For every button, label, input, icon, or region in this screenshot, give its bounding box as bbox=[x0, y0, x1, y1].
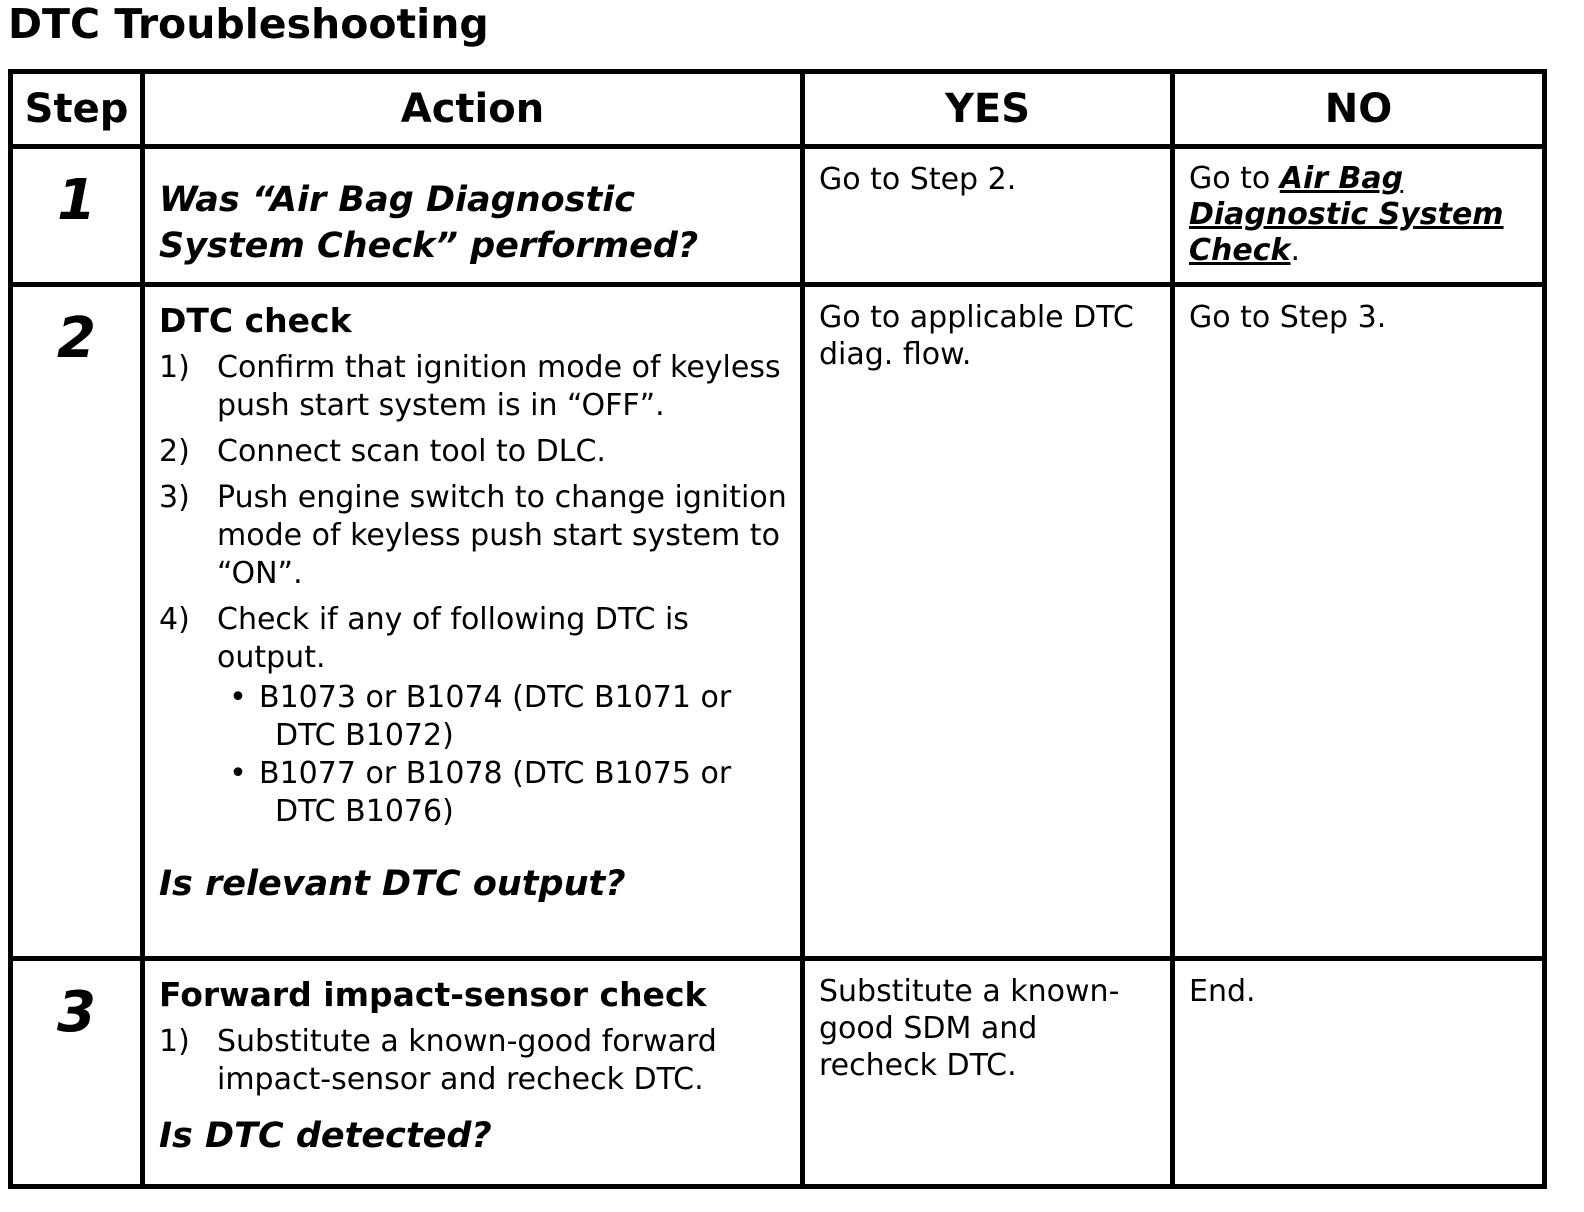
air-bag-diagnostic-link[interactable]: Air Bag Diagnostic System Check bbox=[1189, 161, 1504, 268]
step-question: Is DTC detected? bbox=[159, 1116, 492, 1156]
dtc-line: B1077 or B1078 (DTC B1075 or bbox=[259, 756, 732, 791]
substep-text: Check if any of following DTC is output. bbox=[217, 602, 689, 675]
dtc-line: DTC B1076) bbox=[275, 794, 454, 829]
step-cell bbox=[11, 285, 143, 959]
header-yes: YES bbox=[803, 72, 1173, 147]
step-number: 2 bbox=[57, 306, 96, 371]
substep bbox=[159, 1023, 790, 1099]
dtc-line: B1073 or B1074 (DTC B1071 or bbox=[259, 680, 732, 715]
page-title: DTC Troubleshooting bbox=[8, 0, 489, 48]
step-cell bbox=[11, 147, 143, 285]
substep bbox=[159, 479, 790, 593]
substep-text: Connect scan tool to DLC. bbox=[217, 434, 606, 469]
troubleshooting-table bbox=[8, 69, 1547, 1189]
substep-number: 4) bbox=[159, 602, 190, 637]
yes-result: Substitute a known-good SDM and recheck DTC. bbox=[819, 974, 1120, 1083]
no-cell bbox=[1173, 147, 1545, 285]
substep-text: Substitute a known-good forward impact-sensor and recheck DTC. bbox=[217, 1024, 717, 1097]
substep-number: 1) bbox=[159, 350, 190, 385]
substep bbox=[159, 433, 790, 471]
yes-cell bbox=[803, 147, 1173, 285]
action-cell bbox=[143, 285, 803, 959]
header-no: NO bbox=[1173, 72, 1545, 147]
no-prefix: Go to bbox=[1189, 161, 1280, 196]
step-heading: DTC check bbox=[159, 301, 352, 340]
no-result: Go to Step 3. bbox=[1189, 300, 1387, 335]
table-row bbox=[11, 147, 1545, 285]
action-cell bbox=[143, 959, 803, 1187]
step-heading: Forward impact-sensor check bbox=[159, 975, 707, 1014]
no-result bbox=[1175, 149, 1542, 279]
yes-cell bbox=[803, 959, 1173, 1187]
step-number: 1 bbox=[57, 168, 96, 233]
dtc-line: DTC B1072) bbox=[275, 718, 454, 753]
no-cell bbox=[1173, 285, 1545, 959]
dtc-list bbox=[217, 679, 790, 831]
no-result: End. bbox=[1189, 974, 1256, 1009]
yes-result: Go to Step 2. bbox=[819, 162, 1017, 197]
dtc-list-item bbox=[217, 679, 790, 755]
no-suffix: . bbox=[1290, 233, 1301, 268]
substep-number: 2) bbox=[159, 434, 190, 469]
table-row bbox=[11, 285, 1545, 959]
header-row bbox=[11, 72, 1545, 147]
bullet-icon bbox=[217, 755, 259, 831]
step-question: Is relevant DTC output? bbox=[159, 864, 626, 904]
step-question: Was “Air Bag Diagnostic System Check” performed? bbox=[159, 180, 699, 266]
step-cell bbox=[11, 959, 143, 1187]
header-action: Action bbox=[143, 72, 803, 147]
substep-text: Confirm that ignition mode of keyless push start system is in “OFF”. bbox=[217, 350, 781, 423]
action-cell bbox=[143, 147, 803, 285]
substep-text: Push engine switch to change ignition mode of keyless push start system to “ON”. bbox=[217, 480, 787, 591]
substep bbox=[159, 601, 790, 831]
table-row bbox=[11, 959, 1545, 1187]
dtc-list-item bbox=[217, 755, 790, 831]
yes-cell bbox=[803, 285, 1173, 959]
substep-number: 3) bbox=[159, 480, 190, 515]
step-number: 3 bbox=[57, 980, 96, 1045]
header-step: Step bbox=[11, 72, 143, 147]
substep-number: 1) bbox=[159, 1024, 190, 1059]
substep-list bbox=[159, 1023, 790, 1099]
substep bbox=[159, 349, 790, 425]
yes-result: Go to applicable DTC diag. flow. bbox=[819, 300, 1134, 372]
substep-list bbox=[159, 349, 790, 831]
bullet-icon bbox=[217, 679, 259, 755]
no-cell bbox=[1173, 959, 1545, 1187]
